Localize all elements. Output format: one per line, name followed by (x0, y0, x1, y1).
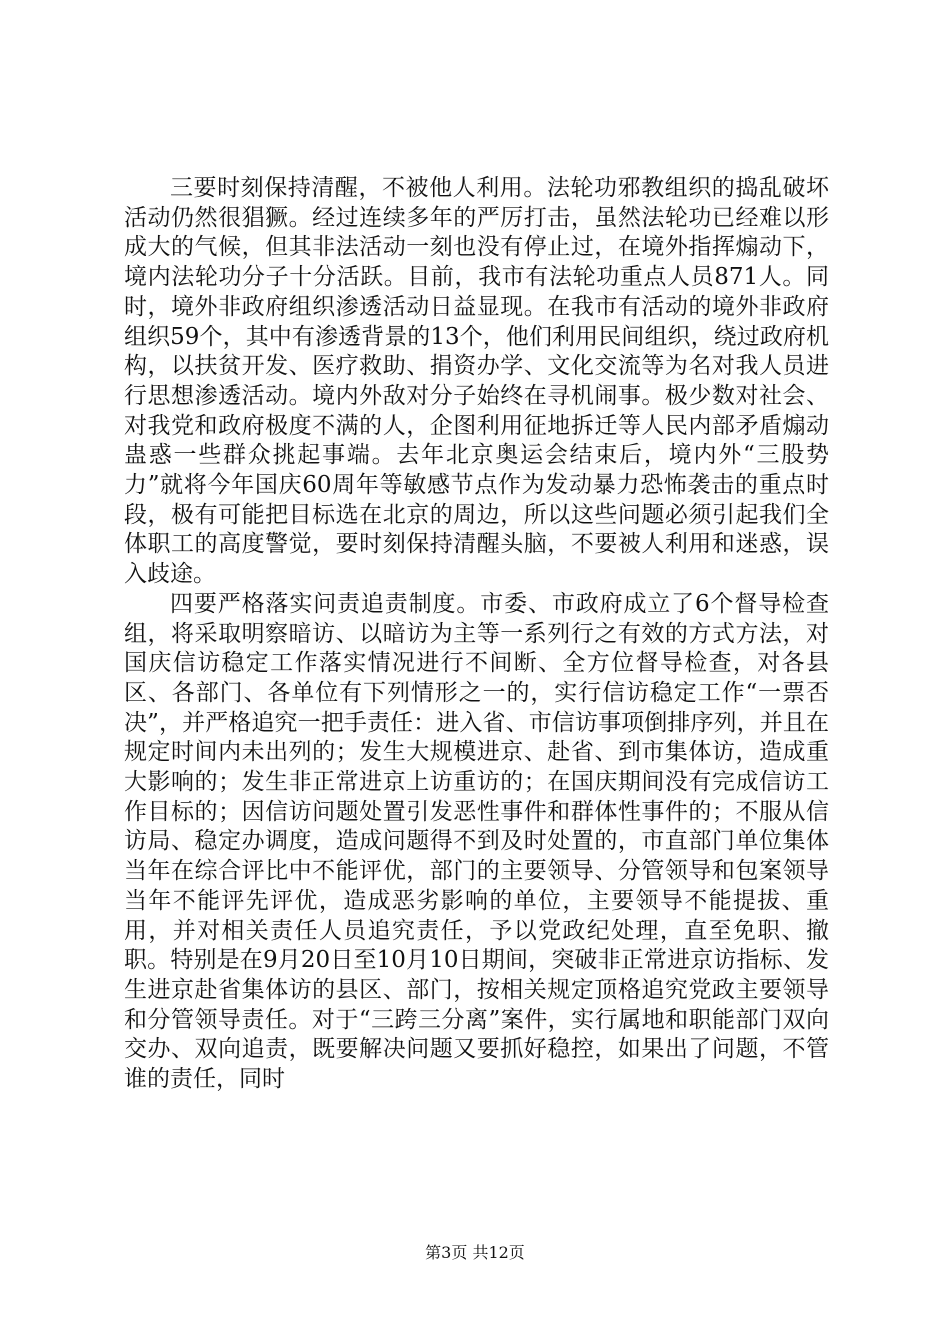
paragraph-3: 三要时刻保持清醒，不被他人利用。法轮功邪教组织的捣乱破坏活动仍然很猖獗。经过连续多年的严厉打击，虽然法轮功已经难以形成大的气候，但其非法活动一刻也没有停止过，在境外指挥煽动下，境内法轮功分子十分活跃。目前，我市有法轮功重点人员871人。同时，境外非政府组织渗透活动日益显现。在我市有活动的境外非政府组织59个，其中有渗透背景的13个，他们利用民间组织，绕过政府机构，以扶贫开发、医疗救助、捐资办学、文化交流等为名对我人员进行思想渗透活动。境内外敌对分子始终在寻机闹事。极少数对社会、对我党和政府极度不满的人，企图利用征地拆迁等人民内部矛盾煽动蛊惑一些群众挑起事端。去年北京奥运会结束后，境内外“三股势力”就将今年国庆60周年等敏感节点作为发动暴力恐怖袭击的重点时段，极有可能把目标选在北京的周边，所以这些问题必须引起我们全体职工的高度警觉，要时刻保持清醒头脑，不要被人利用和迷惑，误入歧途。 (124, 175, 829, 588)
paragraph-4: 四要严格落实问责追责制度。市委、市政府成立了6个督导检查组，将采取明察暗访、以暗访为主等一系列行之有效的方式方法，对国庆信访稳定工作落实情况进行不间断、全方位督导检查，对各县区、各部门、各单位有下列情形之一的，实行信访稳定工作“一票否决”，并严格追究一把手责任：进入省、市信访事项倒排序列，并且在规定时间内未出列的；发生大规模进京、赴省、到市集体访，造成重大影响的；发生非正常进京上访重访的；在国庆期间没有完成信访工作目标的；因信访问题处置引发恶性事件和群体性事件的；不服从信访局、稳定办调度，造成问题得不到及时处置的，市直部门单位集体当年在综合评比中不能评优，部门的主要领导、分管领导和包案领导当年不能评先评优，造成恶劣影响的单位，主要领导不能提拔、重用，并对相关责任人员追究责任，予以党政纪处理，直至免职、撤职。特别是在9月20日至10月10日期间，突破非正常进京访指标、发生进京赴省集体访的县区、部门，按相关规定顶格追究党政主要领导和分管领导责任。对于“三跨三分离”案件，实行属地和职能部门双向交办、双向追责，既要解决问题又要抓好稳控，如果出了问题，不管谁的责任，同时 (124, 590, 829, 1093)
page-number-footer: 第3页 共12页 (425, 1243, 525, 1262)
document-body (124, 174, 829, 1095)
